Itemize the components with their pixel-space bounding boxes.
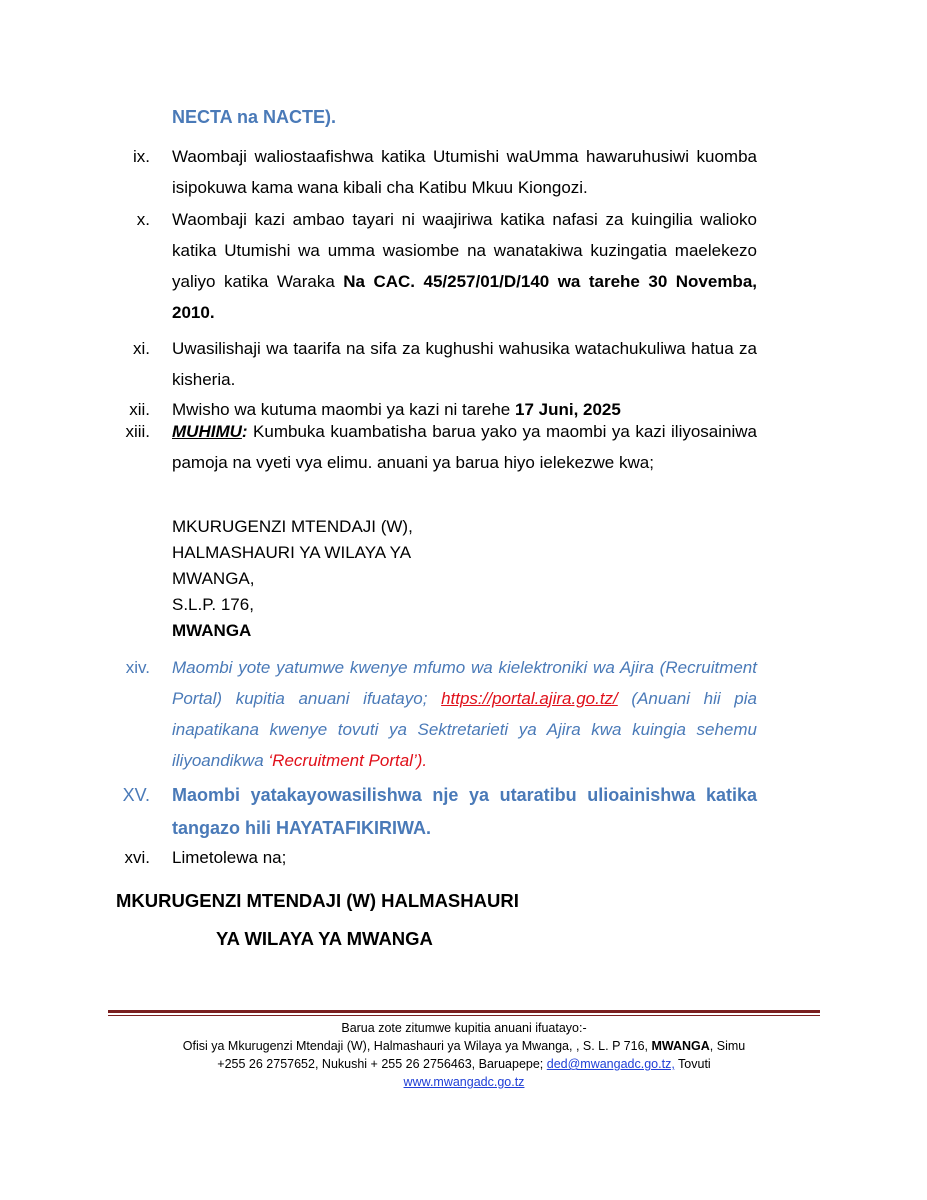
item-number: xvi. (124, 848, 150, 867)
item-text: Waombaji waliostaafishwa katika Utumishi waUmma hawaruhusiwi kuomba isipokuwa kama wana kibali cha Katibu Mkuu Kiongozi. (172, 147, 757, 197)
item-number: ix. (133, 147, 150, 166)
footer (108, 1019, 820, 1091)
item-text: Uwasilishaji wa taarifa na sifa za kughushi wahusika watachukuliwa hatua za kisheria. (172, 339, 757, 389)
item-text: MUHIMU: Kumbuka kuambatisha barua yako ya maombi ya kazi iliyosainiwa pamoja na vyeti vya elimu. anuani ya barua hiyo ielekezwe kwa; (172, 422, 757, 472)
item-number: x. (136, 210, 150, 229)
item-number: xiii. (125, 422, 150, 441)
item-text: Waombaji kazi ambao tayari ni waajiriwa katika nafasi za kuingilia walioko katika Utumishi wa umma wasiombe na wanatakiwa kuzingatia maelekezo yaliyo katika Waraka Na CAC. 45/257/01/D/140 wa tarehe 30 Novemba, 2010. (172, 210, 757, 322)
website-link[interactable]: www.mwangadc.go.tz (403, 1075, 525, 1089)
item-text: Mwisho wa kutuma maombi ya kazi ni tarehe 17 Juni, 2025 (172, 400, 621, 419)
item-number: XV. (122, 785, 150, 805)
portal-link[interactable]: https://portal.ajira.go.tz/ (441, 689, 618, 708)
signature-line-2: YA WILAYA YA MWANGA (216, 928, 433, 949)
item-text: Limetolewa na; (172, 848, 287, 867)
address-line: MWANGA, (172, 569, 255, 588)
item-number: xi. (133, 339, 150, 358)
item-number: xiv. (125, 658, 150, 677)
muhimu-label: MUHIMU: (172, 422, 248, 441)
footer-divider-thin (108, 1015, 820, 1016)
item-number: xii. (129, 400, 150, 419)
item-text: Maombi yote yatumwe kwenye mfumo wa kielektroniki wa Ajira (Recruitment Portal) kupitia anuani ifuatayo; https://portal.ajira.go.tz/ (Anuani hii pia inapatikana kwenye tovuti ya Sektretarieti ya Ajira kwa kuingia sehemu iliyoandikwa ‘Recruitment Portal’). (172, 658, 757, 770)
address-line: HALMASHAURI YA WILAYA YA (172, 543, 412, 562)
address-block (172, 514, 413, 644)
footer-line-4 (108, 1073, 820, 1091)
item-text: Maombi yatakayowasilishwa nje ya utaratibu ulioainishwa katika tangazo hili HAYATAFIKIRIWA. (172, 785, 757, 838)
continuation-text: NECTA na NACTE). (172, 107, 336, 127)
email-link[interactable]: ded@mwangadc.go.tz, (546, 1057, 675, 1071)
address-line: MKURUGENZI MTENDAJI (W), (172, 517, 413, 536)
signature-line-1: MKURUGENZI MTENDAJI (W) HALMASHAURI (116, 890, 519, 911)
footer-line-3: +255 26 2757652, Nukushi + 255 26 2756463, Baruapepe; ded@mwangadc.go.tz, Tovuti (217, 1057, 711, 1071)
address-line: S.L.P. 176, (172, 595, 254, 614)
footer-divider (108, 1010, 820, 1013)
footer-line-2: Ofisi ya Mkurugenzi Mtendaji (W), Halmashauri ya Wilaya ya Mwanga, , S. L. P 716, MWANGA, Simu (182, 1039, 746, 1053)
footer-line-1: Barua zote zitumwe kupitia anuani ifuatayo:- (341, 1021, 587, 1035)
address-line: MWANGA (172, 621, 252, 640)
